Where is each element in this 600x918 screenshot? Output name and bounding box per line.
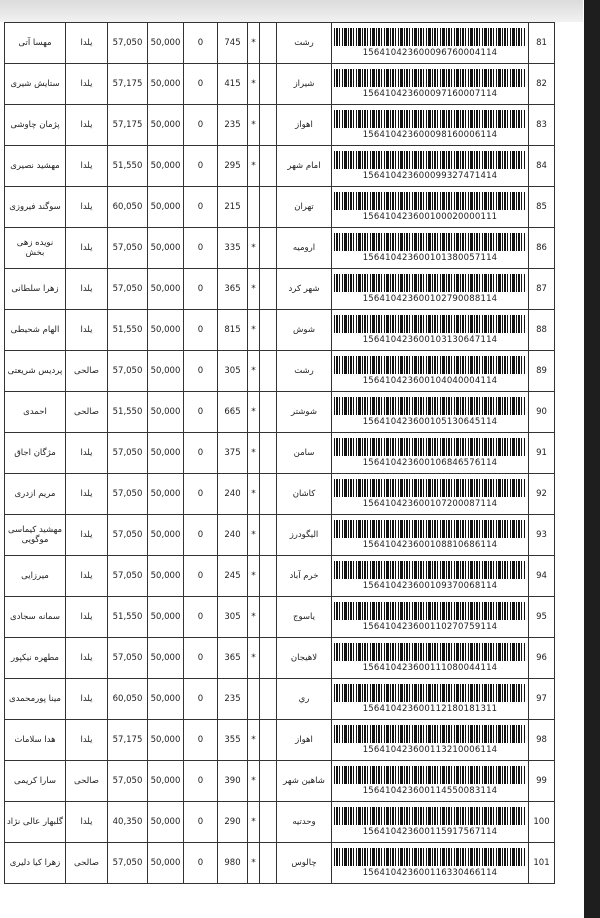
base-amount-cell: 50,000 xyxy=(148,187,184,228)
customer-name-cell: الهام شحیطی xyxy=(5,310,66,351)
flag-cell: * xyxy=(248,23,260,64)
customer-name-cell: نویده زهی بخش xyxy=(5,228,66,269)
row-number-cell: 98 xyxy=(529,720,555,761)
city-cell: چالوس xyxy=(277,843,332,884)
flag-cell: * xyxy=(248,761,260,802)
city-cell: شوشتر xyxy=(277,392,332,433)
empty-cell xyxy=(260,761,277,802)
city-cell: امام شهر xyxy=(277,146,332,187)
barcode-image xyxy=(334,69,526,87)
row-number-cell: 93 xyxy=(529,515,555,556)
customer-name-cell: مریم ازدری xyxy=(5,474,66,515)
manager-cell: صالحی xyxy=(66,761,108,802)
empty-cell xyxy=(260,105,277,146)
total-amount-cell: 60,050 xyxy=(108,679,148,720)
empty-cell xyxy=(260,597,277,638)
weight-cell: 335 xyxy=(218,228,248,269)
barcode-image xyxy=(334,274,526,292)
total-amount-cell: 57,050 xyxy=(108,474,148,515)
viewer-side-panel xyxy=(584,0,600,918)
manager-cell: صالحی xyxy=(66,351,108,392)
barcode-number: 156410423600106846576114 xyxy=(362,458,498,468)
table-row xyxy=(5,187,555,228)
manager-cell: یلدا xyxy=(66,556,108,597)
discount-cell: 0 xyxy=(184,187,218,228)
barcode-image xyxy=(334,725,526,743)
row-number-cell: 100 xyxy=(529,802,555,843)
total-amount-cell: 57,050 xyxy=(108,23,148,64)
table-row xyxy=(5,433,555,474)
base-amount-cell: 50,000 xyxy=(148,556,184,597)
weight-cell: 390 xyxy=(218,761,248,802)
barcode-number: 156410423600097160007114 xyxy=(362,89,498,99)
discount-cell: 0 xyxy=(184,556,218,597)
barcode-number: 156410423600104040004114 xyxy=(362,376,498,386)
manager-cell: یلدا xyxy=(66,310,108,351)
barcode-cell xyxy=(332,269,529,310)
base-amount-cell: 50,000 xyxy=(148,638,184,679)
base-amount-cell: 50,000 xyxy=(148,392,184,433)
barcode-image xyxy=(334,520,526,538)
discount-cell: 0 xyxy=(184,474,218,515)
barcode-cell xyxy=(332,228,529,269)
customer-name-cell: سارا کریمی xyxy=(5,761,66,802)
barcode-number: 156410423600098160006114 xyxy=(362,130,498,140)
table-row xyxy=(5,515,555,556)
discount-cell: 0 xyxy=(184,597,218,638)
barcode-cell xyxy=(332,64,529,105)
total-amount-cell: 51,550 xyxy=(108,597,148,638)
row-number-cell: 99 xyxy=(529,761,555,802)
barcode-cell xyxy=(332,556,529,597)
weight-cell: 295 xyxy=(218,146,248,187)
customer-name-cell: مهشید نصیری xyxy=(5,146,66,187)
row-number-cell: 95 xyxy=(529,597,555,638)
base-amount-cell: 50,000 xyxy=(148,105,184,146)
manager-cell: یلدا xyxy=(66,597,108,638)
weight-cell: 745 xyxy=(218,23,248,64)
flag-cell: * xyxy=(248,638,260,679)
table-row xyxy=(5,310,555,351)
barcode-image xyxy=(334,848,526,866)
total-amount-cell: 57,175 xyxy=(108,64,148,105)
city-cell: خرم آباد xyxy=(277,556,332,597)
discount-cell: 0 xyxy=(184,351,218,392)
barcode-cell xyxy=(332,679,529,720)
total-amount-cell: 57,175 xyxy=(108,720,148,761)
barcode-number: 156410423600116330466114 xyxy=(362,868,498,878)
barcode-image xyxy=(334,192,526,210)
total-amount-cell: 40,350 xyxy=(108,802,148,843)
barcode-cell xyxy=(332,351,529,392)
barcode-cell xyxy=(332,597,529,638)
total-amount-cell: 57,050 xyxy=(108,228,148,269)
discount-cell: 0 xyxy=(184,433,218,474)
customer-name-cell: گلبهار عالی نژاد xyxy=(5,802,66,843)
weight-cell: 235 xyxy=(218,679,248,720)
table-row xyxy=(5,64,555,105)
barcode-image xyxy=(334,807,526,825)
base-amount-cell: 50,000 xyxy=(148,720,184,761)
customer-name-cell: مژگان اجاق xyxy=(5,433,66,474)
flag-cell: * xyxy=(248,64,260,105)
flag-cell: * xyxy=(248,433,260,474)
total-amount-cell: 51,550 xyxy=(108,146,148,187)
row-number-cell: 91 xyxy=(529,433,555,474)
barcode-image xyxy=(334,233,526,251)
base-amount-cell: 50,000 xyxy=(148,64,184,105)
discount-cell: 0 xyxy=(184,392,218,433)
empty-cell xyxy=(260,433,277,474)
discount-cell: 0 xyxy=(184,802,218,843)
table-row xyxy=(5,556,555,597)
base-amount-cell: 50,000 xyxy=(148,310,184,351)
discount-cell: 0 xyxy=(184,228,218,269)
row-number-cell: 85 xyxy=(529,187,555,228)
base-amount-cell: 50,000 xyxy=(148,761,184,802)
table-row xyxy=(5,597,555,638)
barcode-number: 156410423600113210006114 xyxy=(362,745,498,755)
city-cell: رشت xyxy=(277,23,332,64)
base-amount-cell: 50,000 xyxy=(148,597,184,638)
total-amount-cell: 57,050 xyxy=(108,433,148,474)
manager-cell: یلدا xyxy=(66,64,108,105)
weight-cell: 235 xyxy=(218,105,248,146)
barcode-cell xyxy=(332,23,529,64)
base-amount-cell: 50,000 xyxy=(148,351,184,392)
total-amount-cell: 57,050 xyxy=(108,351,148,392)
empty-cell xyxy=(260,392,277,433)
table-body xyxy=(5,23,555,884)
city-cell: سامن xyxy=(277,433,332,474)
customer-name-cell: مهسا آتی xyxy=(5,23,66,64)
row-number-cell: 88 xyxy=(529,310,555,351)
city-cell: الیگودرز xyxy=(277,515,332,556)
table-row xyxy=(5,23,555,64)
discount-cell: 0 xyxy=(184,515,218,556)
barcode-image xyxy=(334,643,526,661)
manager-cell: یلدا xyxy=(66,23,108,64)
empty-cell xyxy=(260,515,277,556)
barcode-number: 156410423600109370068114 xyxy=(362,581,498,591)
city-cell: شوش xyxy=(277,310,332,351)
table-row xyxy=(5,351,555,392)
weight-cell: 980 xyxy=(218,843,248,884)
base-amount-cell: 50,000 xyxy=(148,679,184,720)
discount-cell: 0 xyxy=(184,638,218,679)
barcode-cell xyxy=(332,720,529,761)
discount-cell: 0 xyxy=(184,269,218,310)
barcode-number: 156410423600099327471414 xyxy=(362,171,498,181)
total-amount-cell: 51,550 xyxy=(108,310,148,351)
customer-name-cell: پردیس شریعتی xyxy=(5,351,66,392)
table-row xyxy=(5,843,555,884)
empty-cell xyxy=(260,556,277,597)
barcode-number: 156410423600114550083114 xyxy=(362,786,498,796)
table-row xyxy=(5,228,555,269)
manager-cell: صالحی xyxy=(66,392,108,433)
city-cell: ري xyxy=(277,679,332,720)
empty-cell xyxy=(260,23,277,64)
barcode-number: 156410423600110270759114 xyxy=(362,622,498,632)
customer-name-cell: احمدی xyxy=(5,392,66,433)
barcode-cell xyxy=(332,802,529,843)
empty-cell xyxy=(260,187,277,228)
discount-cell: 0 xyxy=(184,310,218,351)
base-amount-cell: 50,000 xyxy=(148,228,184,269)
weight-cell: 365 xyxy=(218,638,248,679)
flag-cell: * xyxy=(248,515,260,556)
discount-cell: 0 xyxy=(184,720,218,761)
discount-cell: 0 xyxy=(184,64,218,105)
base-amount-cell: 50,000 xyxy=(148,474,184,515)
customer-name-cell: سمانه سجادی xyxy=(5,597,66,638)
weight-cell: 215 xyxy=(218,187,248,228)
discount-cell: 0 xyxy=(184,23,218,64)
table-row xyxy=(5,761,555,802)
manager-cell: یلدا xyxy=(66,433,108,474)
barcode-cell xyxy=(332,761,529,802)
flag-cell: * xyxy=(248,392,260,433)
empty-cell xyxy=(260,351,277,392)
customer-name-cell: زهرا کیا دلیری xyxy=(5,843,66,884)
city-cell: وحدتیه xyxy=(277,802,332,843)
flag-cell: * xyxy=(248,597,260,638)
manager-cell: یلدا xyxy=(66,515,108,556)
barcode-number: 156410423600100020000111 xyxy=(362,212,498,222)
base-amount-cell: 50,000 xyxy=(148,433,184,474)
empty-cell xyxy=(260,269,277,310)
barcode-image xyxy=(334,151,526,169)
barcode-image xyxy=(334,438,526,456)
manager-cell: یلدا xyxy=(66,638,108,679)
barcode-cell xyxy=(332,515,529,556)
customer-name-cell: سوگند فیروزی xyxy=(5,187,66,228)
empty-cell xyxy=(260,679,277,720)
manager-cell: یلدا xyxy=(66,146,108,187)
row-number-cell: 87 xyxy=(529,269,555,310)
barcode-image xyxy=(334,397,526,415)
barcode-number: 156410423600108810686114 xyxy=(362,540,498,550)
weight-cell: 245 xyxy=(218,556,248,597)
barcode-number: 156410423600112180181311 xyxy=(362,704,498,714)
barcode-image xyxy=(334,561,526,579)
flag-cell: * xyxy=(248,310,260,351)
row-number-cell: 86 xyxy=(529,228,555,269)
barcode-image xyxy=(334,766,526,784)
barcode-image xyxy=(334,28,526,46)
weight-cell: 355 xyxy=(218,720,248,761)
barcode-image xyxy=(334,602,526,620)
barcode-number: 156410423600111080044114 xyxy=(362,663,498,673)
flag-cell: * xyxy=(248,843,260,884)
barcode-number: 156410423600102790088114 xyxy=(362,294,498,304)
flag-cell: * xyxy=(248,556,260,597)
flag-cell: * xyxy=(248,802,260,843)
table-row xyxy=(5,638,555,679)
customer-name-cell: مطهره نیکپور xyxy=(5,638,66,679)
barcode-cell xyxy=(332,392,529,433)
row-number-cell: 82 xyxy=(529,64,555,105)
table-row xyxy=(5,269,555,310)
empty-cell xyxy=(260,802,277,843)
customer-name-cell: مینا پورمحمدی xyxy=(5,679,66,720)
empty-cell xyxy=(260,843,277,884)
row-number-cell: 92 xyxy=(529,474,555,515)
barcode-cell xyxy=(332,105,529,146)
city-cell: کاشان xyxy=(277,474,332,515)
table-row xyxy=(5,679,555,720)
shipment-table xyxy=(4,22,555,884)
base-amount-cell: 50,000 xyxy=(148,802,184,843)
barcode-image xyxy=(334,684,526,702)
weight-cell: 815 xyxy=(218,310,248,351)
table-row xyxy=(5,105,555,146)
weight-cell: 290 xyxy=(218,802,248,843)
flag-cell: * xyxy=(248,105,260,146)
barcode-image xyxy=(334,479,526,497)
base-amount-cell: 50,000 xyxy=(148,515,184,556)
customer-name-cell: میرزایی xyxy=(5,556,66,597)
customer-name-cell: زهرا سلطانی xyxy=(5,269,66,310)
flag-cell: * xyxy=(248,269,260,310)
row-number-cell: 90 xyxy=(529,392,555,433)
base-amount-cell: 50,000 xyxy=(148,843,184,884)
row-number-cell: 97 xyxy=(529,679,555,720)
discount-cell: 0 xyxy=(184,105,218,146)
flag-cell xyxy=(248,679,260,720)
manager-cell: یلدا xyxy=(66,720,108,761)
barcode-number: 156410423600103130647114 xyxy=(362,335,498,345)
weight-cell: 240 xyxy=(218,515,248,556)
flag-cell xyxy=(248,187,260,228)
city-cell: رشت xyxy=(277,351,332,392)
total-amount-cell: 57,050 xyxy=(108,761,148,802)
manager-cell: یلدا xyxy=(66,679,108,720)
city-cell: لاهیجان xyxy=(277,638,332,679)
barcode-number: 156410423600105130645114 xyxy=(362,417,498,427)
weight-cell: 375 xyxy=(218,433,248,474)
customer-name-cell: ستایش شیری xyxy=(5,64,66,105)
barcode-cell xyxy=(332,187,529,228)
manager-cell: یلدا xyxy=(66,228,108,269)
total-amount-cell: 57,050 xyxy=(108,515,148,556)
empty-cell xyxy=(260,310,277,351)
barcode-cell xyxy=(332,638,529,679)
barcode-number: 156410423600107200087114 xyxy=(362,499,498,509)
city-cell: اهواز xyxy=(277,105,332,146)
row-number-cell: 81 xyxy=(529,23,555,64)
city-cell: ارومیه xyxy=(277,228,332,269)
right-edge xyxy=(583,0,600,918)
city-cell: شاهین شهر xyxy=(277,761,332,802)
total-amount-cell: 57,050 xyxy=(108,556,148,597)
table-row xyxy=(5,802,555,843)
manager-cell: یلدا xyxy=(66,269,108,310)
flag-cell: * xyxy=(248,351,260,392)
base-amount-cell: 50,000 xyxy=(148,269,184,310)
barcode-cell xyxy=(332,310,529,351)
flag-cell: * xyxy=(248,474,260,515)
manager-cell: صالحی xyxy=(66,843,108,884)
barcode-cell xyxy=(332,433,529,474)
city-cell: شیراز xyxy=(277,64,332,105)
manager-cell: یلدا xyxy=(66,187,108,228)
weight-cell: 365 xyxy=(218,269,248,310)
total-amount-cell: 57,050 xyxy=(108,638,148,679)
empty-cell xyxy=(260,64,277,105)
barcode-image xyxy=(334,110,526,128)
table-row xyxy=(5,474,555,515)
base-amount-cell: 50,000 xyxy=(148,23,184,64)
customer-name-cell: هدا سلامات xyxy=(5,720,66,761)
empty-cell xyxy=(260,146,277,187)
discount-cell: 0 xyxy=(184,843,218,884)
weight-cell: 305 xyxy=(218,597,248,638)
table-row xyxy=(5,720,555,761)
city-cell: یاسوج xyxy=(277,597,332,638)
barcode-number: 156410423600101380057114 xyxy=(362,253,498,263)
row-number-cell: 96 xyxy=(529,638,555,679)
viewer-top-bar xyxy=(0,0,583,22)
manager-cell: یلدا xyxy=(66,802,108,843)
city-cell: شهر کرد xyxy=(277,269,332,310)
discount-cell: 0 xyxy=(184,146,218,187)
barcode-number: 156410423600096760004114 xyxy=(362,48,498,58)
barcode-image xyxy=(334,315,526,333)
weight-cell: 305 xyxy=(218,351,248,392)
weight-cell: 665 xyxy=(218,392,248,433)
total-amount-cell: 51,550 xyxy=(108,392,148,433)
manager-cell: یلدا xyxy=(66,105,108,146)
row-number-cell: 89 xyxy=(529,351,555,392)
customer-name-cell: پژمان چاوشی xyxy=(5,105,66,146)
row-number-cell: 94 xyxy=(529,556,555,597)
barcode-number: 156410423600115917567114 xyxy=(362,827,498,837)
barcode-cell xyxy=(332,843,529,884)
city-cell: تهران xyxy=(277,187,332,228)
weight-cell: 240 xyxy=(218,474,248,515)
customer-name-cell: مهشید کیماسی موگویی xyxy=(5,515,66,556)
row-number-cell: 83 xyxy=(529,105,555,146)
manager-cell: یلدا xyxy=(66,474,108,515)
discount-cell: 0 xyxy=(184,761,218,802)
total-amount-cell: 57,175 xyxy=(108,105,148,146)
empty-cell xyxy=(260,228,277,269)
row-number-cell: 84 xyxy=(529,146,555,187)
city-cell: اهواز xyxy=(277,720,332,761)
weight-cell: 415 xyxy=(218,64,248,105)
flag-cell: * xyxy=(248,146,260,187)
barcode-cell xyxy=(332,146,529,187)
discount-cell: 0 xyxy=(184,679,218,720)
flag-cell: * xyxy=(248,720,260,761)
total-amount-cell: 57,050 xyxy=(108,269,148,310)
total-amount-cell: 60,050 xyxy=(108,187,148,228)
flag-cell: * xyxy=(248,228,260,269)
empty-cell xyxy=(260,474,277,515)
barcode-cell xyxy=(332,474,529,515)
table-row xyxy=(5,146,555,187)
base-amount-cell: 50,000 xyxy=(148,146,184,187)
row-number-cell: 101 xyxy=(529,843,555,884)
empty-cell xyxy=(260,638,277,679)
barcode-image xyxy=(334,356,526,374)
table-row xyxy=(5,392,555,433)
total-amount-cell: 57,050 xyxy=(108,843,148,884)
empty-cell xyxy=(260,720,277,761)
